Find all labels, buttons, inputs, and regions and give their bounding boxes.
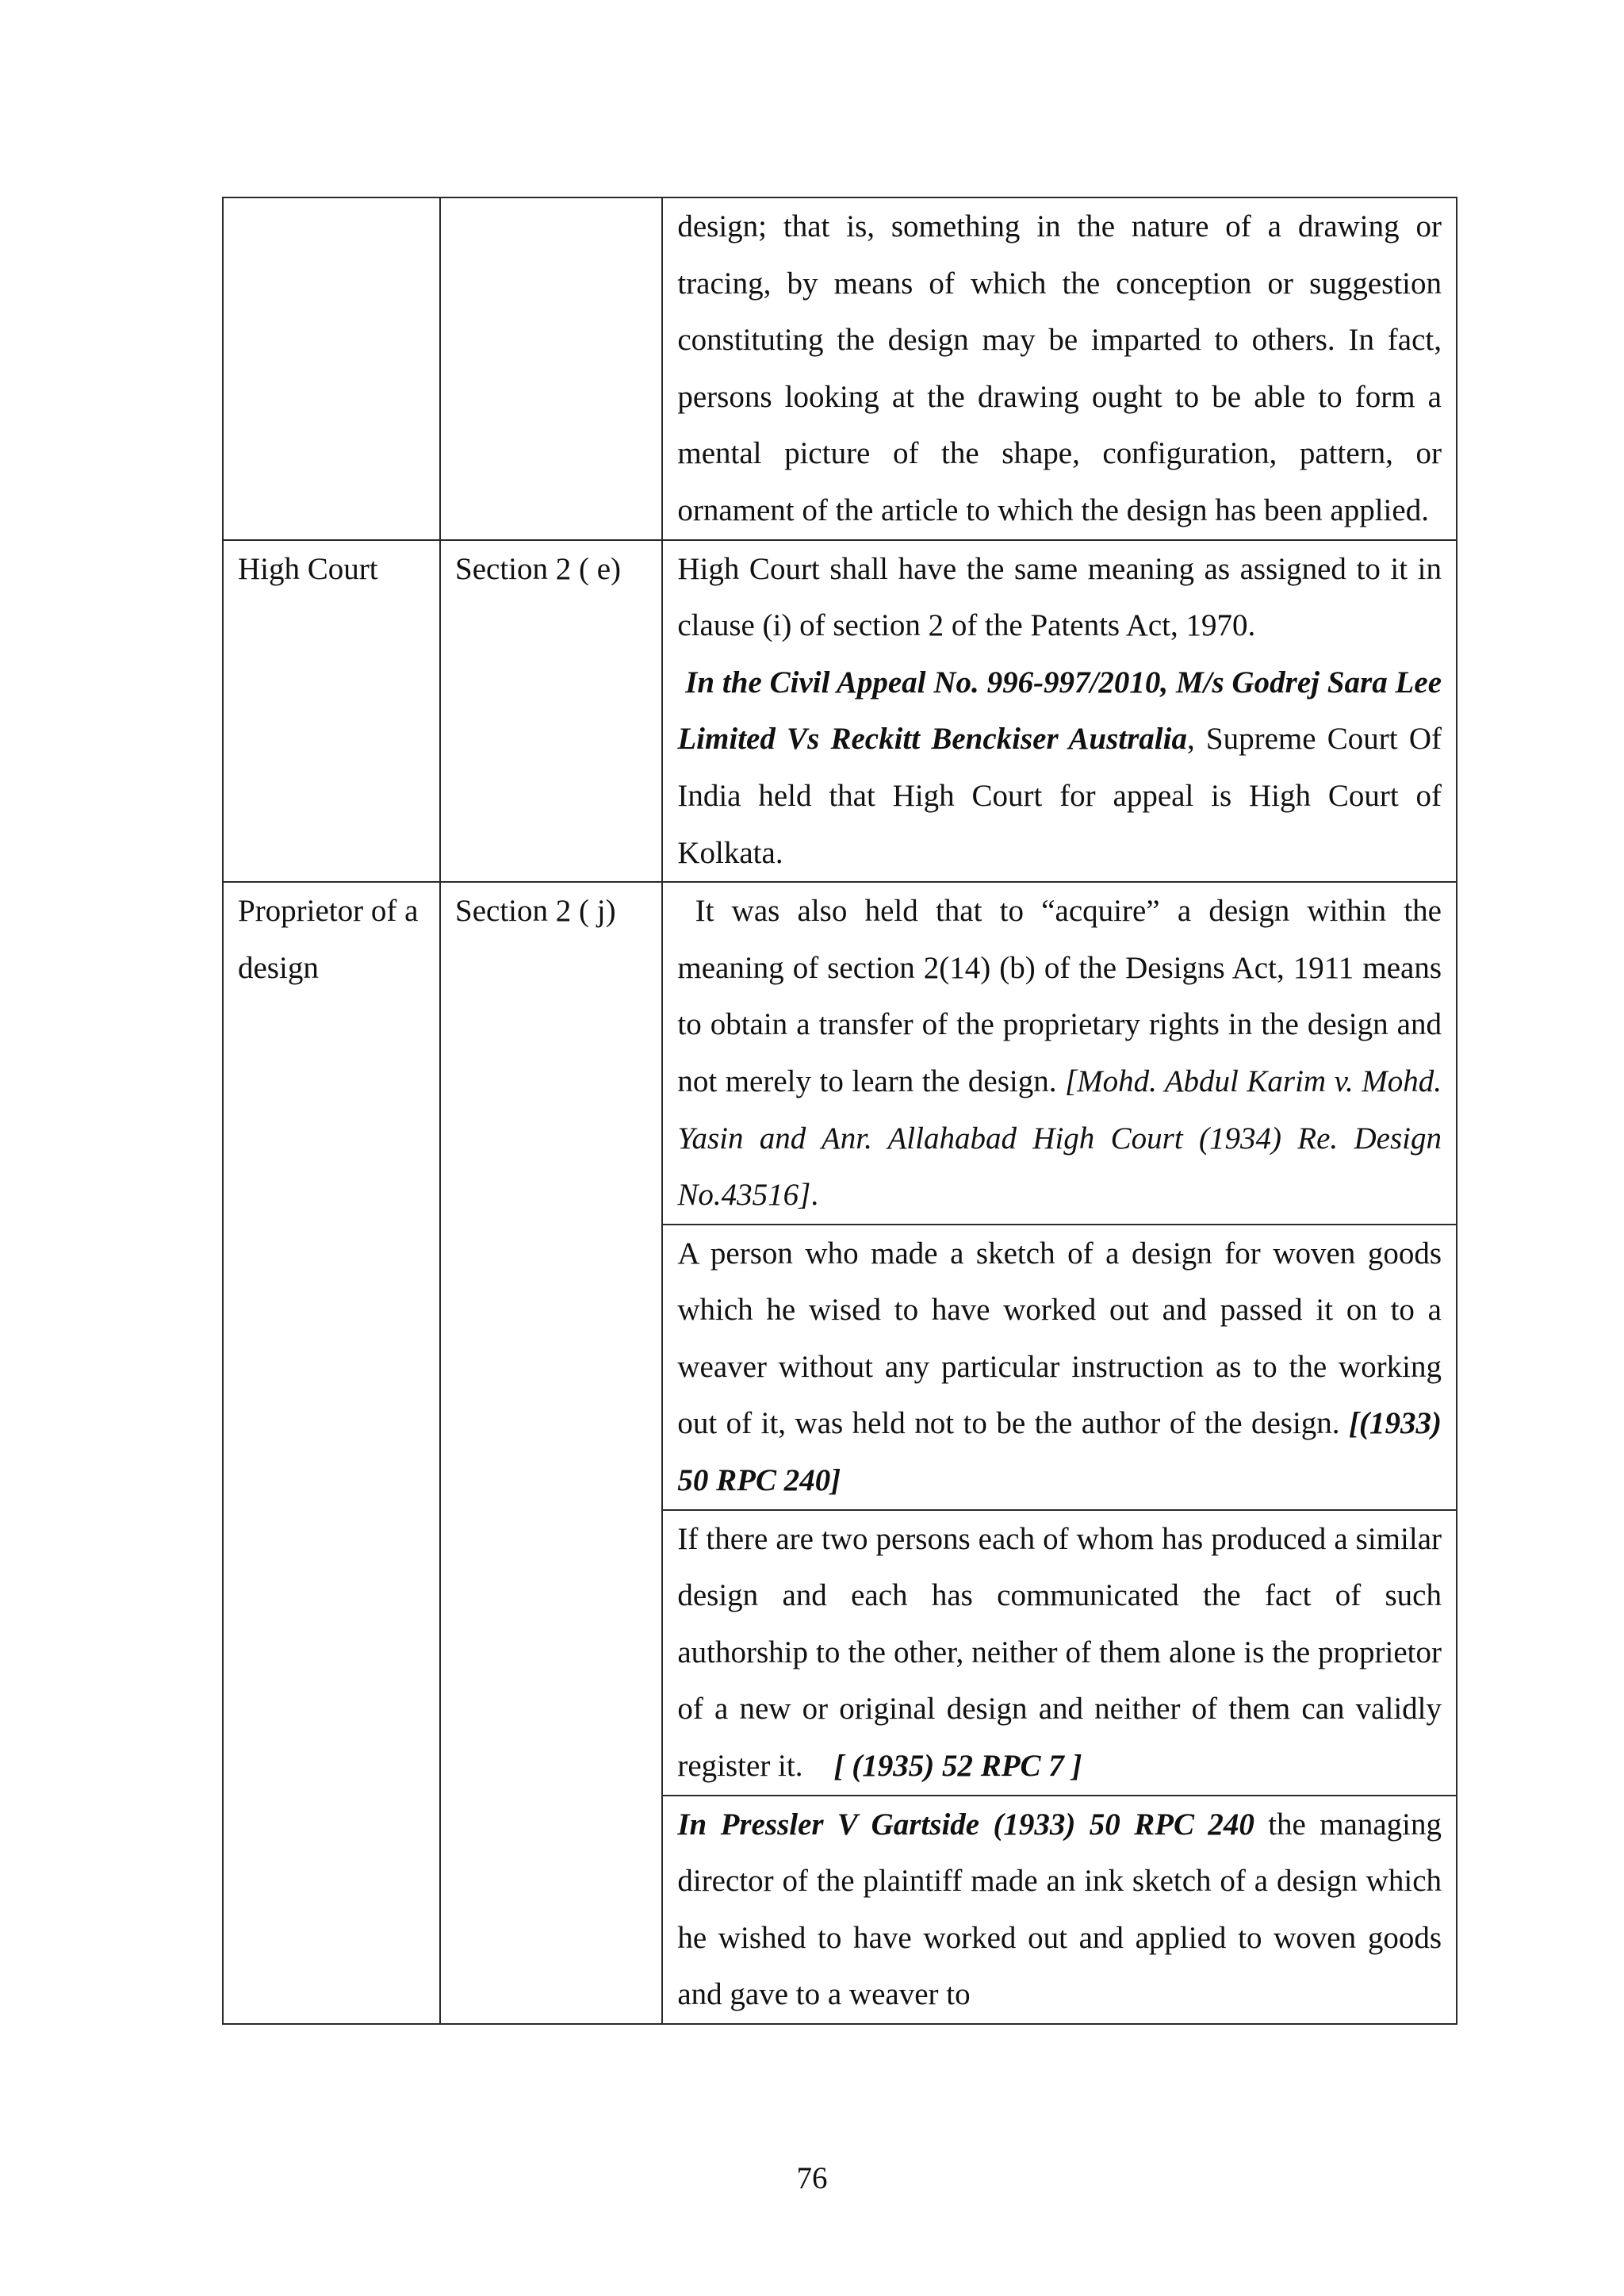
description-text [677,654,1442,881]
description-text: , Supreme Court Of India held that High Court for appeal is High Court of Kolkata. [677,722,1442,870]
section-label: Section 2 ( e) [455,551,622,586]
definitions-table [222,197,1457,2025]
case-citation: [(1933) 50 RPC 240] [677,1406,1442,1498]
description-text: If there are two persons each of whom has produced a similar design and each has communicated the fact of such authorship to the other, neither of them alone is the proprietor of a new or original design and neither of them can validly register it. [ (1935) 52 RPC 7 ] [677,1521,1442,1784]
description-cell [662,197,1457,540]
term-cell [223,882,440,2024]
table-row-high-court [223,540,1457,883]
description-text: In Pressler V Gartside (1933) 50 RPC 240 the managing director of the plaintiff made an ink sketch of a design which he wished to have worked out and applied to woven goods and gave to a weaver to [677,1807,1442,2012]
description-cell [662,1796,1457,2024]
section-cell [440,540,662,883]
case-citation: [ (1935) 52 RPC 7 ] [833,1749,1082,1784]
description-cell [662,1510,1457,1796]
description-text: High Court shall have the same meaning as assigned to it in clause (i) of section 2 of the Patents Act, 1970. [677,551,1442,643]
term-cell [223,197,440,540]
description-text: design; that is, something in the nature of a drawing or tracing, by means of which the conception or suggestion constituting the design may be imparted to others. In fact, persons looking at the drawing ought to be able to form a mental picture of the shape, configuration, pattern, or ornament of the article to which the design has been applied. [677,209,1442,527]
description-cell [662,540,1457,883]
table-row-design-continued [223,197,1457,540]
page-number: 76 [796,2161,828,2195]
description-cell [662,882,1457,1225]
section-cell [440,882,662,2024]
description-text: It was also held that to “acquire” a design within the meaning of section 2(14) (b) of the Designs Act, 1911 means to obtain a transfer of the proprietary rights in the design and not merely to learn the design. [Mohd. Abdul Karim v. Mohd. Yasin and Anr. Allahabad High Court (1934) Re. Design No.43516]. [677,894,1442,1213]
section-label: Section 2 ( j) [455,894,616,929]
term-label: Proprietor of a design [238,894,419,985]
table-row-proprietor [223,882,1457,1225]
term-cell [223,540,440,883]
case-citation: In the Civil Appeal No. 996-997/2010, M/s Godrej Sara Lee Limited Vs Reckitt Benckiser Australia [677,665,1442,757]
term-label: High Court [238,551,378,586]
description-text: A person who made a sketch of a design for woven goods which he wised to have worked out and passed it on to a weaver without any particular instruction as to the working out of it, was held not to be the author of the design. [(1933) 50 RPC 240] [677,1236,1442,1498]
case-citation: In Pressler V Gartside (1933) 50 RPC 240 [677,1807,1254,1842]
description-cell [662,1225,1457,1510]
case-citation: [Mohd. Abdul Karim v. Mohd. Yasin and Anr. Allahabad High Court (1934) Re. Design No.43516] [677,1064,1442,1213]
section-cell [440,197,662,540]
